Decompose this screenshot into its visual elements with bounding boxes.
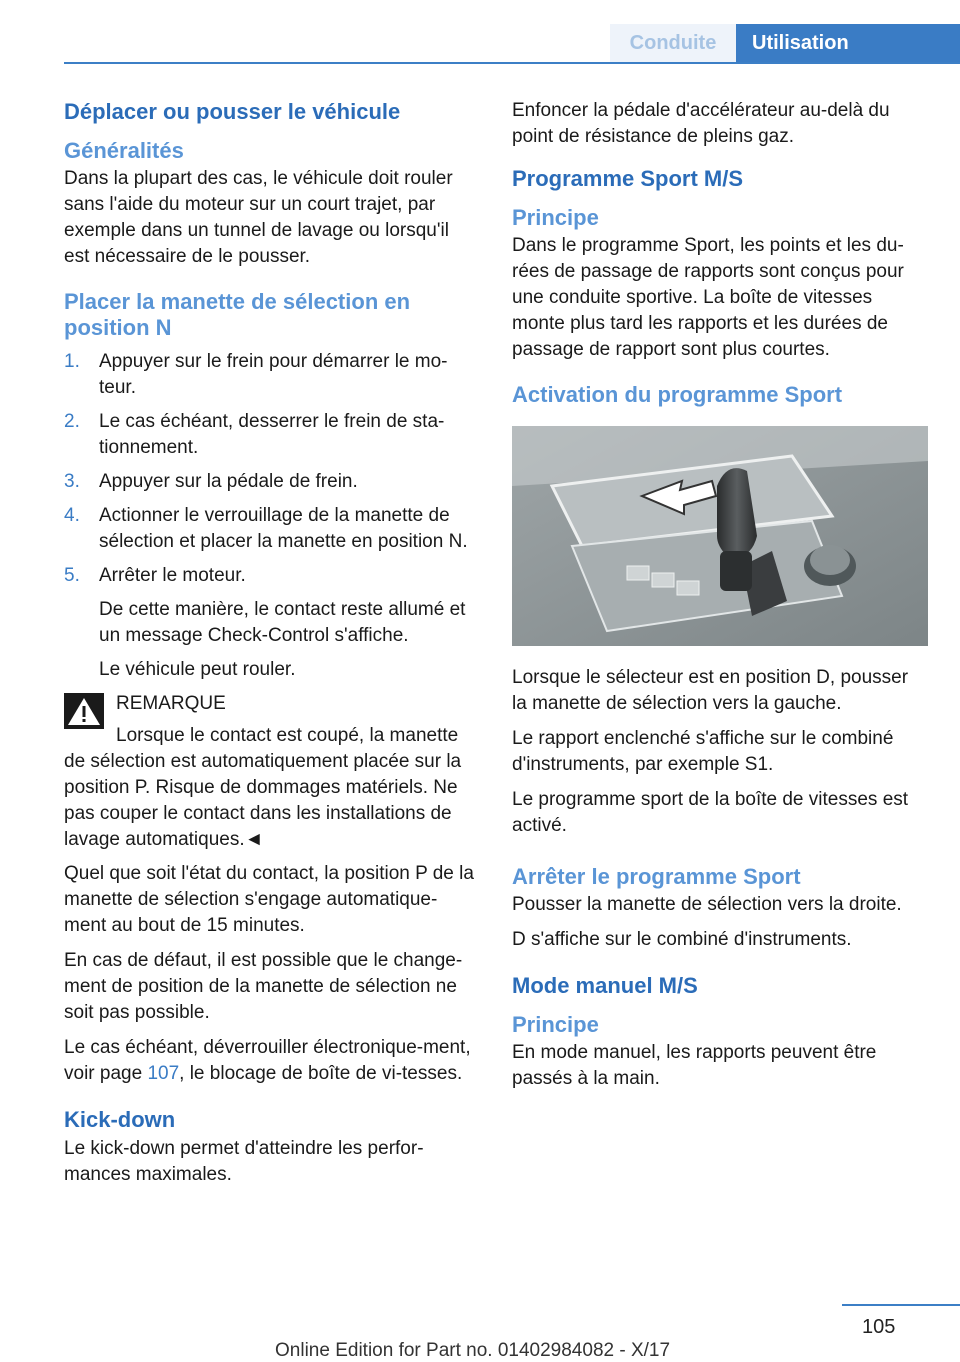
note-label: REMARQUE [116,693,226,714]
list-item: 1. Appuyer sur le frein pour démarrer le mo-teur. [64,351,448,398]
warning-triangle-icon [64,693,104,729]
paragraph-generalites: Dans la plupart des cas, le véhicule doit rouler sans l'aide du moteur sur un court trajet, par exemple dans un tunnel de lavage ou lorsqu'il est nécessaire de le pousser. [64,168,453,267]
heading-arreter-sport: Arrêter le programme Sport [512,864,801,889]
heading-principe-manuel: Principe [512,1012,599,1037]
warning-note [64,691,478,853]
page-number: 105 [862,1316,896,1338]
left-column [64,98,478,1197]
right-column [512,98,926,1101]
heading-generalites: Généralités [64,138,184,163]
heading-placer-position-n: Placer la manette de sélection en position N [64,289,411,340]
gear-selector-photo [512,426,928,646]
list-item: 2. Le cas échéant, desserrer le frein de sta-tionnement. [64,411,445,458]
paragraph-defaut: En cas de défaut, il est possible que le change-ment de position de la manette de sélection ne soit pas possible. [64,950,463,1023]
paragraph-arreter-1: Pousser la manette de sélection vers la droite. [512,894,902,915]
section-tab-conduite[interactable]: Conduite [610,24,736,62]
footer-divider [842,1304,960,1306]
heading-mode-manuel: Mode manuel M/S [512,973,698,998]
heading-programme-sport: Programme Sport M/S [512,166,744,191]
paragraph-activation-2: Le rapport enclenché s'affiche sur le combiné d'instruments, par exemple S1. [512,728,894,775]
paragraph-kickdown: Le kick-down permet d'atteindre les perfor-mances maximales. [64,1138,424,1185]
paragraph-accelerateur: Enfoncer la pédale d'accélérateur au-delà du point de résistance de pleins gaz. [512,100,890,147]
list-item: 3. Appuyer sur la pédale de frein. [64,471,358,492]
section-tab-utilisation[interactable]: Utilisation [736,24,960,62]
heading-kickdown: Kick-down [64,1107,176,1132]
paragraph-activation-1: Lorsque le sélecteur est en position D, pousser la manette de sélection vers la gauche. [512,667,909,714]
paragraph-arreter-2: D s'affiche sur le combiné d'instruments. [512,929,852,950]
paragraph-activation-3: Le programme sport de la boîte de vitesses est activé. [512,789,909,836]
page-link[interactable]: 107 [147,1063,180,1084]
paragraph-principe-manuel: En mode manuel, les rapports peuvent être passés à la main. [512,1042,877,1089]
header-divider [64,62,960,64]
paragraph-principe-sport: Dans le programme Sport, les points et les du-rées de passage de rapports sont conçus pour une conduite sportive. La boîte de vitesses monte plus tard les rapports et les durées de passage de rapport sont plus courtes. [512,235,904,360]
heading-principe-sport: Principe [512,205,599,230]
heading-activation-sport: Activation du programme Sport [512,382,843,407]
section-title-deplacer: Déplacer ou pousser le véhicule [64,99,401,124]
paragraph-deverrouiller: Le cas échéant, déverrouiller électronique-ment, voir page 107, le blocage de boîte de vi-tesses. [64,1037,471,1084]
edition-footer: Online Edition for Part no. 01402984082 - X/17 [275,1340,671,1361]
list-item: 5. Arrêter le moteur. De cette manière, le contact reste allumé et un message Check-Control s'affiche. Le véhicule peut rouler. [64,565,466,680]
steps-list [64,349,478,683]
note-text: Lorsque le contact est coupé, la manette de sélection est automatiquement placée sur la position P. Risque de dommages matériels. Ne pas couper le contact dans les installations de lavage automatiques.◄ [64,725,462,850]
paragraph-etat-contact: Quel que soit l'état du contact, la position P de la manette de sélection s'engage automatique-ment au bout de 15 minutes. [64,863,474,936]
list-item: 4. Actionner le verrouillage de la manette de sélection et placer la manette en position N. [64,505,468,552]
